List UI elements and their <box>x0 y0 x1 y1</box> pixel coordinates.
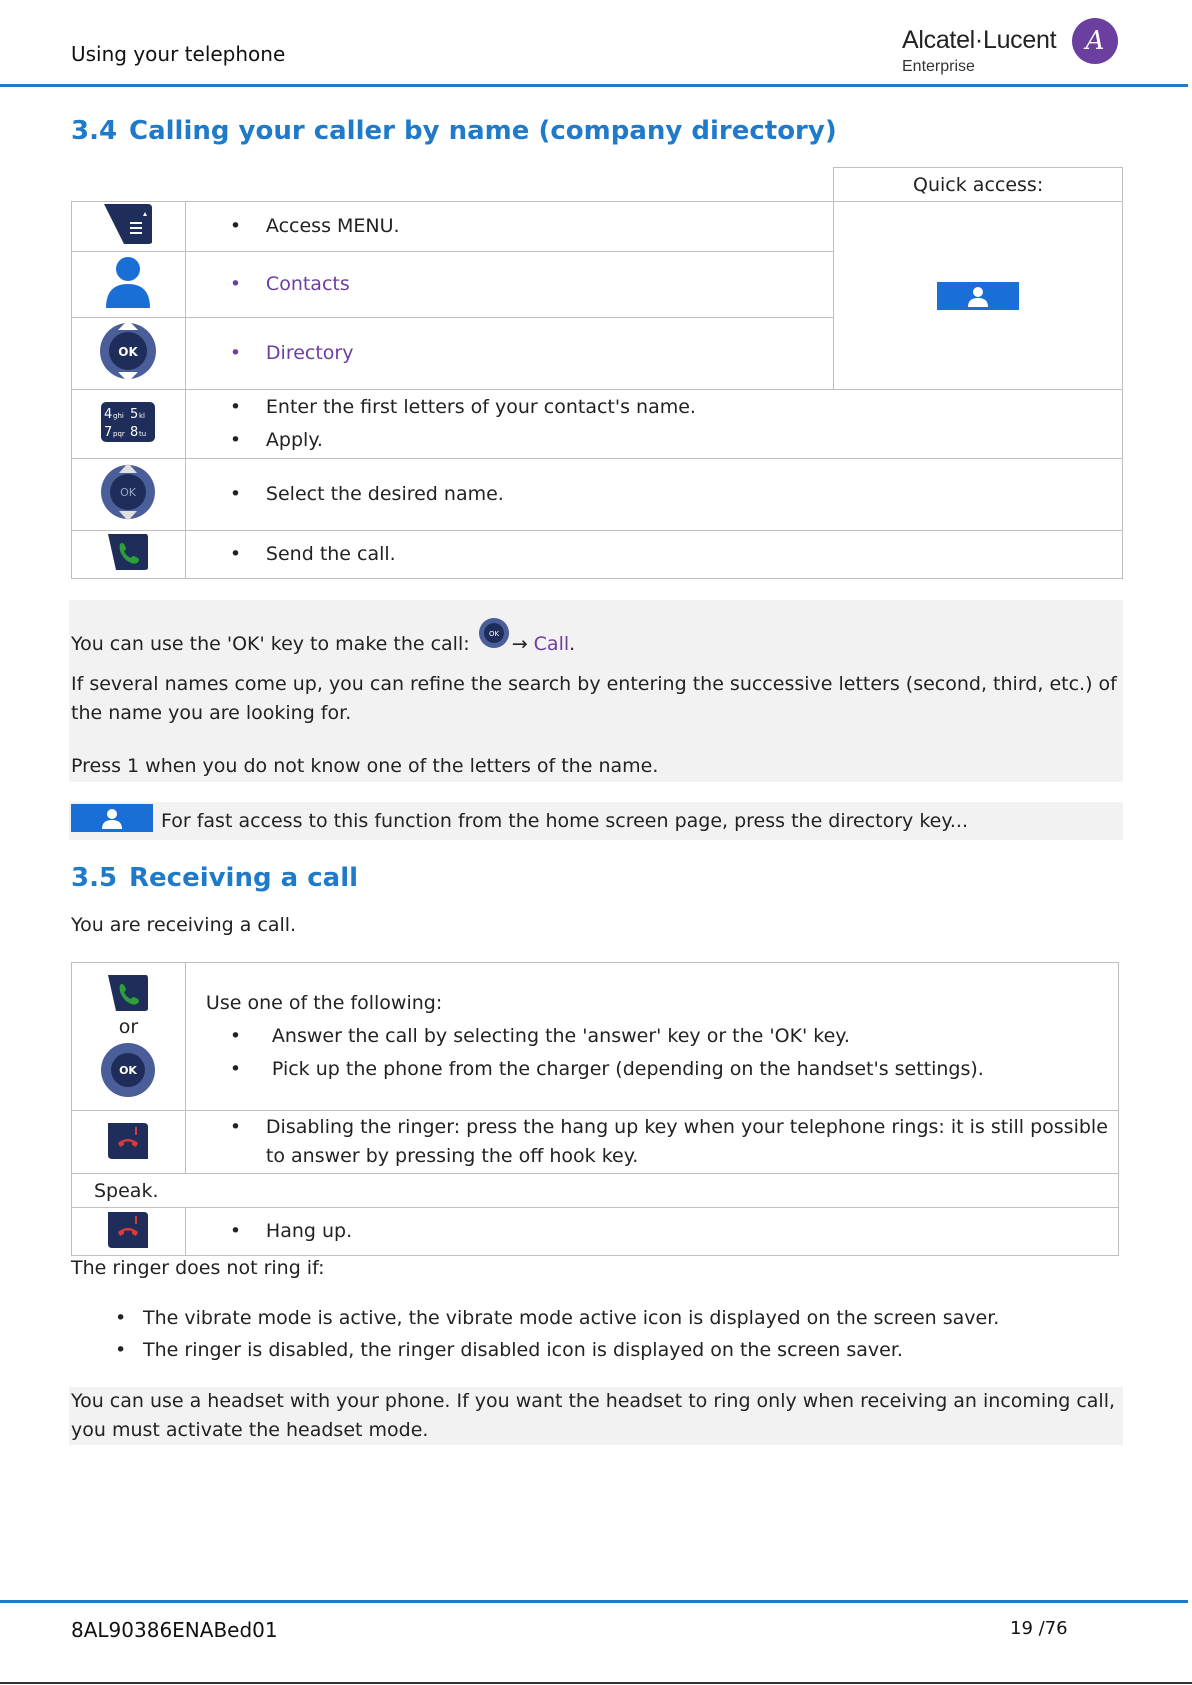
ok-key-icon <box>99 1041 157 1099</box>
contacts-person-icon <box>104 254 152 310</box>
ok-label: OK <box>119 1063 138 1077</box>
quick-access-label: Quick access: <box>834 168 1123 202</box>
headset-note <box>69 1387 1123 1445</box>
off-hook-key-icon <box>106 973 150 1013</box>
alcatel-lucent-logo <box>902 18 1120 80</box>
receiving-steps-table <box>71 962 1119 1256</box>
key-8-letters: tu <box>139 429 147 438</box>
key-7-letters: pqr <box>113 429 126 438</box>
ok-label: OK <box>488 630 499 638</box>
step-send-call: • Send the call. <box>186 538 1122 571</box>
key-5-letters: kl <box>139 411 146 420</box>
key-8: 8 <box>130 424 139 440</box>
section-35-heading <box>71 863 358 893</box>
directory-note <box>69 600 1123 782</box>
section-title: Calling your caller by name (company directory) <box>129 116 837 146</box>
fast-access-note <box>69 802 1123 840</box>
contacts-icon-cell <box>72 252 186 318</box>
arrow-icon: → <box>511 633 528 655</box>
section-title: Receiving a call <box>129 863 359 893</box>
directory-steps-table <box>71 167 1123 579</box>
keypad-icon <box>101 402 155 442</box>
press1-note: Press 1 when you do not know one of the letters of the name. <box>71 755 659 777</box>
directory-key-icon[interactable] <box>71 804 153 832</box>
navigator-ok-icon <box>98 320 158 382</box>
key-7: 7 <box>104 424 113 440</box>
answer-option: • Answer the call by selecting the 'answer' key or the 'OK' key. <box>186 1020 1118 1053</box>
footer-doc-id: 8AL90386ENABed01 <box>71 1618 278 1642</box>
logo-symbol-icon: A <box>1072 18 1118 64</box>
use-one-label: Use one of the following: <box>205 992 443 1014</box>
speak-step: Speak. <box>72 1174 1119 1208</box>
step-contacts-link[interactable]: • Contacts <box>186 268 833 301</box>
section-number: 3.5 <box>71 863 118 893</box>
navigator-cell <box>72 318 186 390</box>
fast-access-text: For fast access to this function from the home screen page, press the directory key... <box>161 810 969 832</box>
page-bottom-border <box>0 1682 1192 1684</box>
step-access-menu: • Access MENU. <box>186 210 833 243</box>
logo-sub: Enterprise <box>902 58 975 75</box>
hang-up-key-icon <box>106 1119 150 1161</box>
menu-key-icon <box>102 202 154 246</box>
key-5: 5 <box>130 406 139 422</box>
step-enter-letters: • Enter the first letters of your contact's name. <box>186 391 1122 424</box>
key-4-letters: ghi <box>113 411 125 420</box>
call-link[interactable]: Call <box>533 633 570 655</box>
send-key-cell <box>72 531 186 579</box>
hang-up-key-cell <box>72 1111 186 1174</box>
step-directory-link[interactable]: • Directory <box>186 337 833 370</box>
ok-key-text: You can use the 'OK' key to make the call: <box>71 633 470 655</box>
step-apply: • Apply. <box>186 424 1122 457</box>
directory-key-icon[interactable] <box>937 282 1019 310</box>
footer-divider <box>0 1600 1188 1603</box>
navigator-icon <box>99 461 157 523</box>
answer-keys-cell <box>72 963 186 1111</box>
quick-access-cell <box>834 202 1123 390</box>
section-34-heading <box>71 116 837 146</box>
keypad-cell <box>72 390 186 459</box>
ringer-condition: • The ringer is disabled, the ringer disabled icon is displayed on the screen saver. <box>71 1334 1131 1366</box>
navigator-cell-2 <box>72 459 186 531</box>
headset-note-text: You can use a headset with your phone. If you want the headset to ring only when receiving an incoming call, you must activate the headset mode. <box>71 1390 1116 1441</box>
hang-up-step: • Hang up. <box>186 1215 1118 1248</box>
answer-option: • Pick up the phone from the charger (depending on the handset's settings). <box>186 1053 1118 1086</box>
ok-key-icon <box>476 618 512 652</box>
ringer-not-ring-label: The ringer does not ring if: <box>71 1257 325 1279</box>
menu-key-cell <box>72 202 186 252</box>
footer-page-number: 19 /76 <box>1010 1618 1068 1639</box>
off-hook-key-icon <box>106 532 150 572</box>
header-title: Using your telephone <box>71 42 286 66</box>
hang-up-key-cell-2 <box>72 1208 186 1256</box>
disable-ringer-step: • Disabling the ringer: press the hang up key when your telephone rings: it is still possible to answer by pressing the off hook key. <box>186 1113 1118 1171</box>
header-divider <box>0 84 1188 87</box>
logo-brand: Alcatel·Lucent <box>902 26 1057 54</box>
or-label: or <box>118 1015 139 1038</box>
ringer-conditions-list <box>71 1302 1131 1366</box>
hang-up-key-icon <box>106 1208 150 1250</box>
section-number: 3.4 <box>71 116 118 146</box>
ringer-condition: • The vibrate mode is active, the vibrate mode active icon is displayed on the screen saver. <box>71 1302 1131 1334</box>
refine-note: If several names come up, you can refine the search by entering the successive letters (second, third, etc.) of the name you are looking for. <box>71 673 1117 724</box>
step-select-name: • Select the desired name. <box>186 478 1122 511</box>
receiving-intro: You are receiving a call. <box>71 914 297 936</box>
period: . <box>569 633 576 655</box>
ok-label: OK <box>120 486 137 499</box>
key-4: 4 <box>104 406 113 422</box>
ok-label: OK <box>118 345 139 359</box>
